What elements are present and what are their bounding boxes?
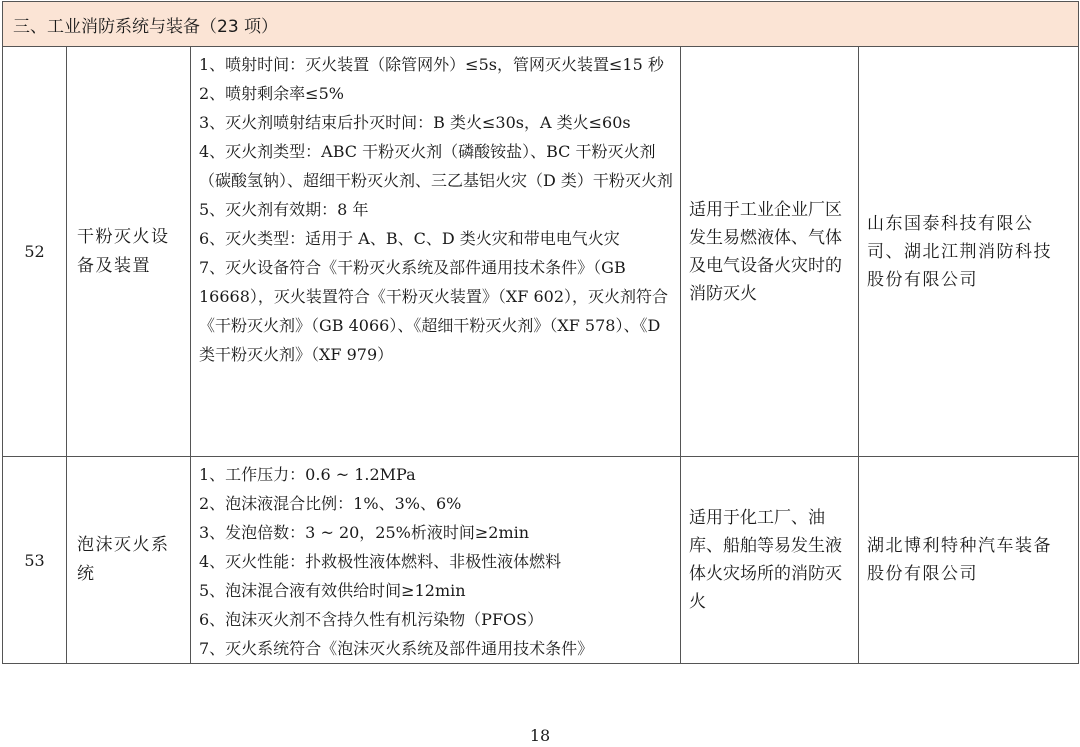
spec-item: 2、泡沫液混合比例：1%、3%、6% <box>199 494 462 513</box>
application-scope: 适用于化工厂、油库、船舶等易发生液体火灾场所的消防灭火 <box>681 457 859 664</box>
row-number: 52 <box>3 47 67 457</box>
equipment-table <box>2 1 1079 664</box>
spec-item: 5、灭火剂有效期：8 年 <box>199 200 369 219</box>
table-row <box>3 457 1079 664</box>
application-scope: 适用于工业企业厂区发生易燃液体、气体及电气设备火灾时的消防灭火 <box>681 47 859 457</box>
spec-item: 1、工作压力：0.6 ~ 1.2MPa <box>199 465 416 484</box>
spec-item: 1、喷射时间：灭火装置（除管网外）≤5s，管网灭火装置≤15 秒 <box>199 55 664 74</box>
product-name: 干粉灭火设备及装置 <box>67 47 191 457</box>
recommended-company: 湖北博利特种汽车装备股份有限公司 <box>859 457 1079 664</box>
spec-list <box>191 457 681 664</box>
spec-item: 6、泡沫灭火剂不含持久性有机污染物（PFOS） <box>199 610 544 629</box>
section-header-row <box>3 2 1079 47</box>
spec-item: 3、发泡倍数：3 ~ 20，25%析液时间≥2min <box>199 523 530 542</box>
spec-item: 2、喷射剩余率≤5% <box>199 84 344 103</box>
spec-item: 4、灭火性能：扑救极性液体燃料、非极性液体燃料 <box>199 552 562 571</box>
spec-item: 3、灭火剂喷射结束后扑灭时间：B 类火≤30s，A 类火≤60s <box>199 113 631 132</box>
section-title: 三、工业消防系统与装备（23 项） <box>3 2 1079 47</box>
table-row <box>3 47 1079 457</box>
spec-item: 5、泡沫混合液有效供给时间≥12min <box>199 581 466 600</box>
spec-item: 7、灭火系统符合《泡沫灭火系统及部件通用技术条件》 <box>199 639 594 658</box>
product-name: 泡沫灭火系统 <box>67 457 191 664</box>
spec-item: 4、灭火剂类型：ABC 干粉灭火剂（磷酸铵盐）、BC 干粉灭火剂（碳酸氢钠）、超细干粉灭火剂、三乙基铝火灾（D 类）干粉灭火剂 <box>199 142 673 190</box>
recommended-company: 山东国泰科技有限公司、湖北江荆消防科技股份有限公司 <box>859 47 1079 457</box>
spec-item: 7、灭火设备符合《干粉灭火系统及部件通用技术条件》（GB 16668），灭火装置符合《干粉灭火装置》（XF 602），灭火剂符合《干粉灭火剂》（GB 4066）、《超细干粉灭火剂》（XF 578）、《D 类干粉灭火剂》（XF 979） <box>199 258 669 364</box>
row-number: 53 <box>3 457 67 664</box>
spec-list <box>191 47 681 457</box>
page-number: 18 <box>529 726 551 745</box>
spec-item: 6、灭火类型：适用于 A、B、C、D 类火灾和带电电气火灾 <box>199 229 620 248</box>
